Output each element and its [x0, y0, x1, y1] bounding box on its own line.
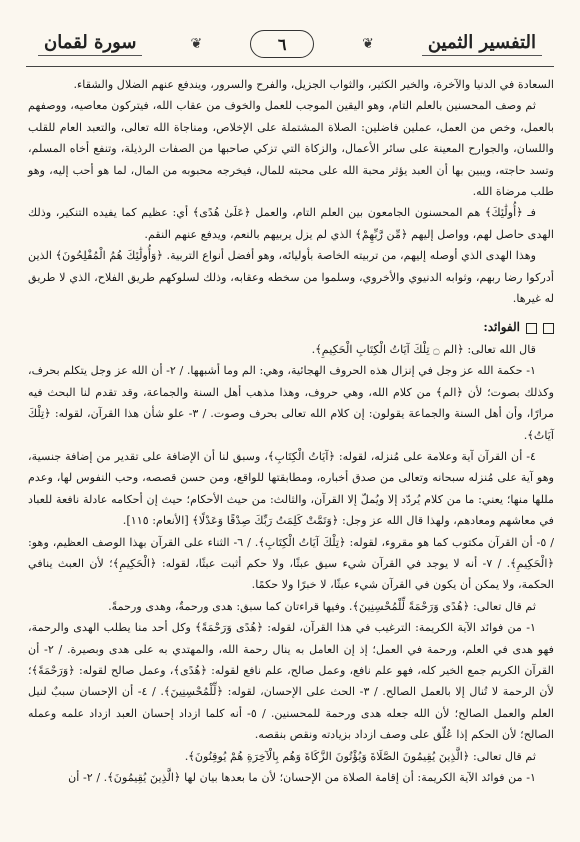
- benefit-paragraph: ١- من فوائد الآية الكريمة: أن إقامة الصلاة من الإحسان؛ لأن ما بعدها بيان لها ﴿الَّذِينَ يُقِيمُونَ﴾. / ٢- أن: [68, 771, 536, 784]
- ornament-icon: ❦: [362, 36, 374, 52]
- benefit-paragraph: ٤- أن القرآن آية وعلامة على مُنزله، لقوله: ﴿آيَاتُ الْكِتَابِ﴾، وسبق لنا أن الإضافة على تقدير من إضافة جنسية، وهو آية على مُنزله سبحانه وتعالى من صدق أخباره، ومطابقتها للواقع، ومن حسن قصصه، وحب النفوس لها، وعدم مللها منها؛ يعني: ما من كلام يُردّد إلا ويُملّ إلا القرآن، والثالث: من حيث الأحكام؛ حيث إن أحكامه عادلة نافعة للعباد في معاشهم ومعادهم، ولهذا قال الله عز وجل: ﴿وَتَمَّتْ كَلِمَتُ رَبِّكَ صِدْقًا وَعَدْلًا﴾ [الأنعام: ١١٥].: [28, 449, 554, 528]
- benefit-paragraph: ثم قال تعالى: ﴿الَّذِينَ يُقِيمُونَ الصَّلَاةَ وَيُؤْتُونَ الزَّكَاةَ وَهُم بِالْآخِرَةِ هُمْ يُوقِنُونَ﴾.: [184, 749, 536, 763]
- benefit-paragraph: ١- حكمة الله عز وجل في إنزال هذه الحروف الهجائية، وهي: الم وما أشبهها. / ٢- أن الله عز وجل يتكلم بحرف، وكذلك بصوت؛ لأن ﴿الم﴾ من كلام الله، وهي حروف، وهذا مذهب أهل السنة والجماعة، وقد تقدم لنا البحث فيه مرارًا، وأن أهل السنة والجماعة يقولون: إن كلام الله تعالى بحرف وصوت. / ٣- علو شأن هذا القرآن، لقوله: ﴿تِلْكَ آيَاتُ﴾.: [28, 364, 555, 442]
- page-number: ٦: [250, 30, 314, 58]
- book-title: التفسير الثمين: [422, 32, 542, 56]
- benefits-heading-label: الفوائد:: [483, 320, 520, 335]
- spacer: [28, 309, 554, 313]
- tafsir-paragraph: السعادة في الدنيا والآخرة، والخير الكثير، والثواب الجزيل، والفرح والسرور، ويندفع عنهم الضلال والشقاء.: [73, 78, 554, 91]
- square-icon: [526, 323, 537, 334]
- benefit-paragraph: ثم قال تعالى: ﴿هُدًى وَرَحْمَةً لِّلْمُحْسِنِينَ﴾. وفيها قراءتان كما سبق: هدى ورحمةٌ، وهدى ورحمةً.: [108, 599, 536, 613]
- tafsir-paragraph: فـ ﴿أُولَٰئِكَ﴾ هم المحسنون الجامعون بين العلم التام، والعمل ﴿عَلَىٰ هُدًى﴾ أي: عظيم كما يفيده التنكير، وذلك الهدى حاصل لهم، وواصل إليهم ﴿مِّن رَّبِّهِمْ﴾ الذي لم يزل يربيهم بالنعم، ويدفع عنهم النقم.: [28, 206, 554, 241]
- benefit-paragraph: ١- من فوائد الآية الكريمة: الترغيب في هذا القرآن، لقوله: ﴿هُدًى وَرَحْمَةً﴾ وكل أحد منا يطلب الهدى والرحمة، فهو هدى في العلم، ورحمة في العمل؛ إذ إن العامل به ينال رحمة الله، والمهتدي به على هدى وبصيرة. / ٢- أن القرآن الكريم جمع الخير كله، فهو علم نافع، وعمل صالح، علم نافع لقوله: ﴿هُدًى﴾، وعمل صالح لقوله: ﴿وَرَحْمَةً﴾؛ لأن الرحمة لا تُنال إلا بالعمل الصالح. / ٣- الحث على الإحسان، لقوله: ﴿لِّلْمُحْسِنِينَ﴾. / ٤- أن الإحسان سببٌ لنيل العلم والعمل الصالح؛ لأن الله جعله هدى ورحمة للمحسنين. / ٥- أنه كلما ازداد إحسان العبد ازداد علمه وعمله الصالح؛ لأن الحكم إذا عُلّق على وصف ازداد بزيادته ونقص بنقصه.: [28, 621, 555, 742]
- benefit-paragraph: قال الله تعالى: ﴿الم ۝ تِلْكَ آيَاتُ الْكِتَابِ الْحَكِيمِ﴾.: [311, 342, 536, 356]
- header-divider: [26, 66, 554, 67]
- page-header: [18, 22, 562, 66]
- surah-title: سورة لقمان: [38, 32, 142, 56]
- page-body: [28, 74, 554, 822]
- square-icon: [543, 323, 554, 334]
- benefit-paragraph: / ٥- أن القرآن مكتوب كما هو مقروء، لقوله: ﴿تِلْكَ آيَاتُ الْكِتَابِ﴾. / ٦- الثناء على القرآن بهذا الوصف العظيم، وهو: ﴿الْحَكِيمِ﴾. / ٧- أنه لا يوجد في القرآن شيء سيق عبثًا، ولا حكم أثبت عبثًا، لقوله: ﴿الْحَكِيمِ﴾؛ لأن العبث ينافي الحكمة، ولا يمكن أن يكون في القرآن شيء عبثًا، لا خبرًا ولا حكمًا.: [28, 535, 555, 592]
- benefits-heading: [28, 317, 554, 338]
- ornament-icon: ❦: [190, 36, 203, 52]
- tafsir-paragraph: ثم وصف المحسنين بالعلم التام، وهو اليقين الموجب للعمل والخوف من عقاب الله، فيتركون معاصيه، ووصفهم بالعمل، وخص من العمل، عملين فاضلين: الصلاة المشتملة على الإخلاص، ومناجاة الله تعالى، والتعبد العام للقلب واللسان، والجوارح المعينة على سائر الأعمال، والزكاة التي تزكي صاحبها من الصفات الرذيلة، وتنفع أخاه المسلم، وتسد حاجته، ويبين بها أن العبد يؤثر محبة الله على محبته للمال، فيخرجه محبوبه من المال، لما هو أحب إليه، وهو طلب مرضاة الله.: [28, 99, 554, 199]
- tafsir-paragraph: وهذا الهدى الذي أوصله إليهم، من تربيته الخاصة بأوليائه، وهو أفضل أنواع التربية. ﴿وَأُولَٰئِكَ هُمُ الْمُفْلِحُونَ﴾ الذين أدركوا رضا ربهم، وثوابه الدنيوي والأخروي، وسلموا من سخطه وعقابه، وذلك لسلوكهم طريق الفلاح، الذي لا طريق له غيرها.: [28, 249, 554, 306]
